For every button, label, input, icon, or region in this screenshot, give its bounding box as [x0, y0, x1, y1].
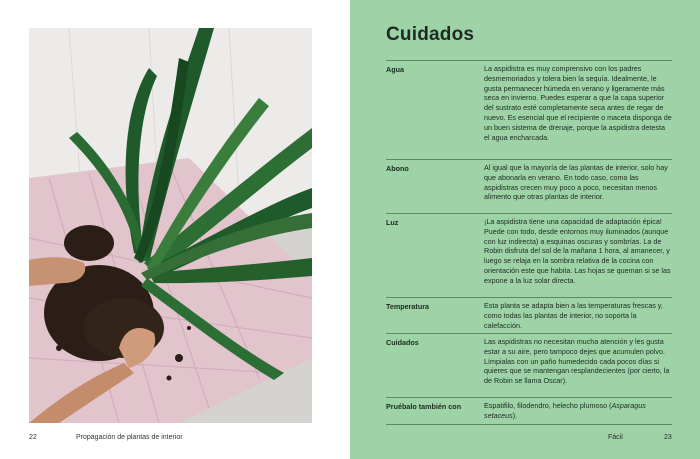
- row-text: La aspidistra es muy comprensivo con los padres desmemoriados y tolera bien la sequía. Idealmente, le gusta permanecer húmeda en verano y ligeramente más seca en invierno. Puedes esperar a que la capa superior del sustrato esté completamente seca antes de regar de nuevo. Es esencial que el recipiente o maceta disponga de un buen sistema de drenaje, porque la aspidistra detesta el agua encharcada.: [484, 64, 672, 142]
- row-label: Luz: [386, 218, 399, 227]
- scientific-name: Asparagus setaceus: [484, 401, 646, 420]
- plant-photo: [29, 28, 312, 423]
- page-number-left: 22: [29, 434, 37, 441]
- running-head-left: Propagación de plantas de interior: [76, 434, 183, 441]
- row-label: Abono: [386, 164, 409, 173]
- row-text: [484, 401, 672, 424]
- aspidistra-repotting-image: [29, 28, 312, 423]
- row-label: Pruébalo también con: [386, 402, 462, 411]
- right-page: [350, 0, 700, 459]
- table-bottom-rule: [386, 424, 672, 425]
- row-text: Las aspidistras no necesitan mucha atención y les gusta estar a su aire, pero tampoco dejes que acumulen polvo. Límpialas con un paño humedecido cada pocos días si quieres que se mantengan resplandecientes (por cierto, la de Robin se llama Oscar).: [484, 337, 670, 386]
- care-row-agua: [386, 60, 672, 159]
- care-row-cuidados: [386, 333, 672, 397]
- row-label: Cuidados: [386, 338, 419, 347]
- row-label: Temperatura: [386, 302, 430, 311]
- row-text: Esta planta se adapta bien a las temperaturas frescas y, como todas las plantas de interior, no soporta la calefacción.: [484, 301, 663, 330]
- running-head-right: Fácil: [608, 434, 623, 441]
- row-text: Al igual que la mayoría de las plantas de interior, solo hay que abonarla en verano. En todo caso, como las aspidistras crecen muy poco a poco, necesitan menos alimento que otras plantas de interior.: [484, 163, 668, 202]
- care-row-pruebalo: [386, 397, 672, 424]
- care-row-luz: [386, 213, 672, 297]
- page-number-right: 23: [664, 434, 672, 441]
- page-title: Cuidados: [386, 24, 475, 45]
- row-text-start: Espatifilo, filodendro, helecho plumoso (: [484, 401, 612, 410]
- care-row-temperatura: [386, 297, 672, 333]
- row-text-end: ).: [512, 410, 518, 420]
- row-label: Agua: [386, 65, 404, 74]
- row-text: ¡La aspidistra tiene una capacidad de adaptación épica! Puede con todo, desde entornos muy iluminados (aunque con luz indirecta) a esquinas oscuras y sombrías. La de Robin disfruta del sol de la mañana 1 hora, al amanecer, y luego se relaja en la sombra relativa de la cocina con orientación este que habita. Las hojas se queman si se las expone a la luz solar directa.: [484, 217, 671, 285]
- care-table: [386, 60, 672, 425]
- care-row-abono: [386, 159, 672, 213]
